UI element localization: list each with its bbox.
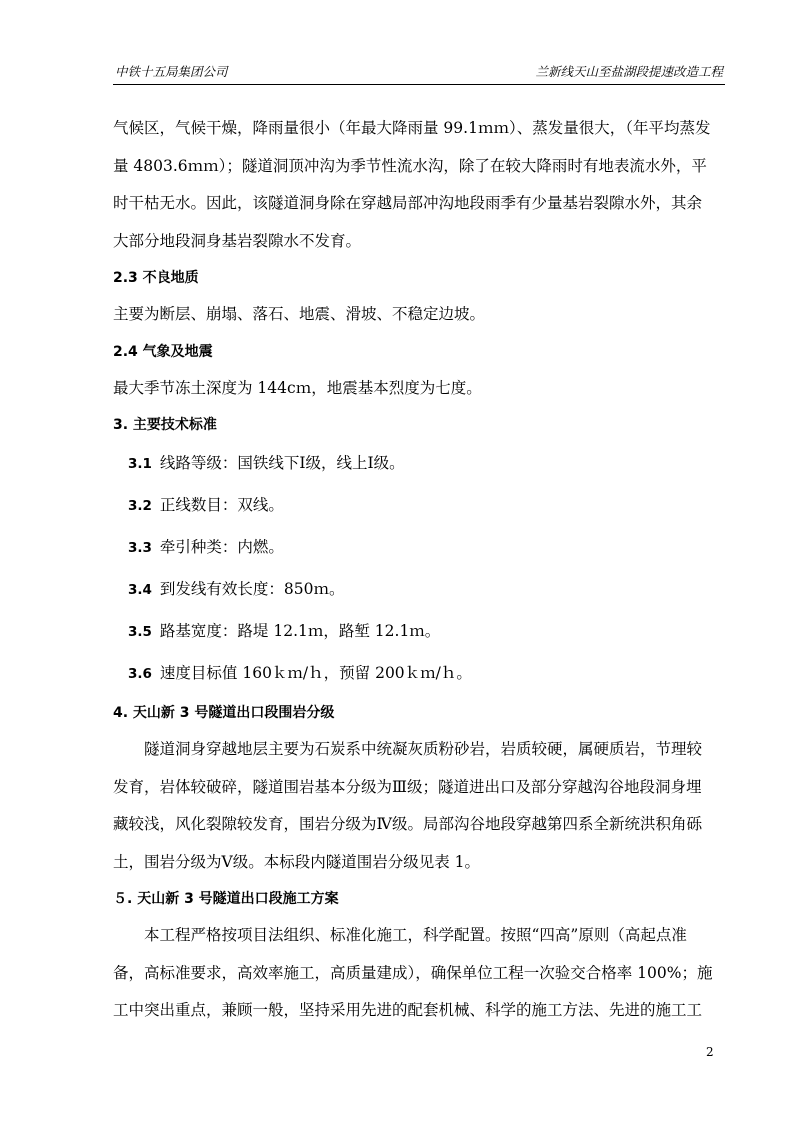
item-number: 3.2	[128, 498, 152, 514]
paragraph-line: 藏较浅，风化裂隙较发育，围岩分级为Ⅳ级。局部沟谷地段穿越第四系全新统洪积角砾	[113, 815, 702, 833]
section-heading-2-3: 2.3 不良地质	[113, 270, 199, 286]
paragraph-line: 土，围岩分级为Ⅴ级。本标段内隧道围岩分级见表 1。	[113, 852, 480, 871]
header-project: 兰新线天山至盐湖段提速改造工程	[535, 64, 723, 79]
list-item	[113, 569, 725, 611]
item-text: 速度目标值 160ｋｍ/ｈ，预留 200ｋｍ/ｈ。	[159, 664, 472, 682]
section-heading-4: 4. 天山新 3 号隧道出口段围岩分级	[113, 705, 335, 721]
item-text: 线路等级：国铁线下Ⅰ级，线上Ⅰ级。	[159, 454, 405, 472]
item-text: 路基宽度：路堤 12.1ｍ，路堑 12.1ｍ。	[159, 622, 441, 640]
paragraph-line: 备，高标准要求，高效率施工，高质量建成），确保单位工程一次验交合格率 100%；施	[113, 963, 713, 982]
paragraph-line: 工中突出重点，兼顾一般，坚持采用先进的配套机械、科学的施工方法、先进的施工工	[113, 1001, 703, 1019]
page-header	[113, 58, 725, 85]
paragraph-line: 大部分地段洞身基岩裂隙水不发育。	[113, 231, 362, 250]
list-item	[113, 611, 725, 653]
list-item	[113, 443, 725, 485]
paragraph-line: 本工程严格按项目法组织、标准化施工，科学配置。按照“四高”原则（高起点准	[144, 926, 687, 944]
header-company: 中铁十五局集团公司	[115, 64, 228, 79]
paragraph-line: 主要为断层、崩塌、落石、地震、滑坡、不稳定边坡。	[113, 305, 486, 323]
paragraph-line: 量 4803.6ｍｍ）；隧道洞顶冲沟为季节性流水沟，除了在较大降雨时有地表流水外，平	[113, 156, 707, 175]
page-number: 2	[706, 1045, 714, 1059]
paragraph-line: 隧道洞身穿越地层主要为石炭系中统凝灰质粉砂岩，岩质较硬，属硬质岩，节理较	[144, 740, 703, 758]
item-text: 牵引种类：内燃。	[159, 538, 284, 556]
item-number: 3.5	[128, 624, 152, 640]
item-number: 3.1	[128, 456, 152, 472]
list-item	[113, 527, 725, 569]
section-heading-2-4: 2.4 气象及地震	[113, 343, 213, 360]
list-item	[113, 653, 725, 695]
document-body	[113, 110, 725, 1030]
paragraph-line: 气候区，气候干燥，降雨量很小（年最大降雨量 99.1ｍｍ）、蒸发量很大，（年平均蒸发	[113, 119, 711, 137]
item-number: 3.4	[128, 582, 152, 598]
paragraph-line: 时干枯无水。因此，该隧道洞身除在穿越局部冲沟地段雨季有少量基岩裂隙水外，其余	[113, 194, 703, 212]
item-text: 到发线有效长度：850ｍ。	[159, 580, 345, 598]
item-number: 3.3	[128, 540, 152, 556]
list-item	[113, 485, 725, 527]
paragraph-line: 发育，岩体较破碎，隧道围岩基本分级为Ⅲ级；隧道进出口及部分穿越沟谷地段洞身埋	[113, 777, 702, 796]
section-heading-5: ５. 天山新 3 号隧道出口段施工方案	[113, 891, 339, 907]
item-text: 正线数目：双线。	[159, 496, 284, 514]
section-heading-3: 3. 主要技术标准	[113, 417, 217, 433]
paragraph-line: 最大季节冻土深度为 144cｍ，地震基本烈度为七度。	[113, 378, 482, 397]
item-number: 3.6	[128, 666, 152, 682]
